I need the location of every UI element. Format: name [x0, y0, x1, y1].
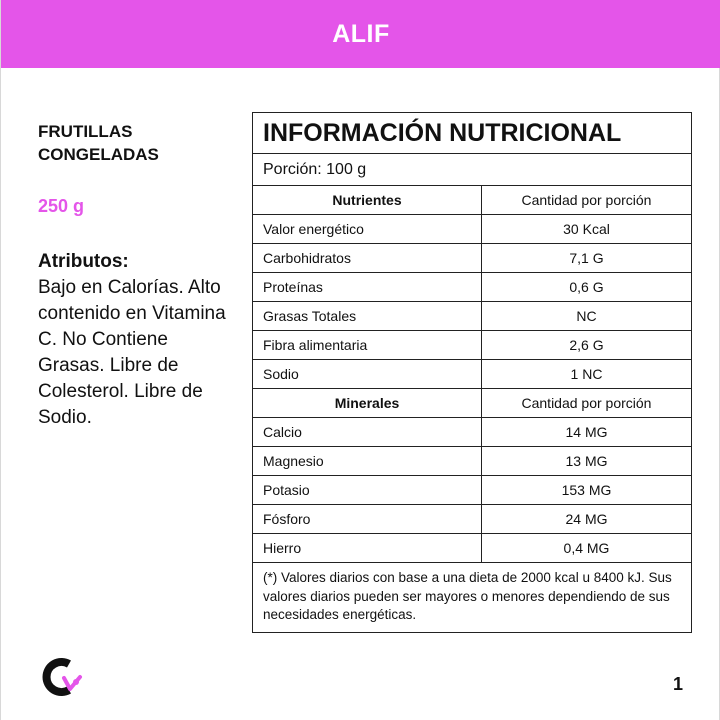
mineral-amount: 0,4 MG — [563, 540, 610, 556]
footnote: (*) Valores diarios con base a una dieta de 2000 kcal u 8400 kJ. Sus valores diarios pueden ser mayores o menores dependiendo de sus necesidades energéticas. — [263, 570, 672, 622]
nutrient-amount: 7,1 G — [569, 250, 604, 266]
nutrient-name: Proteínas — [253, 273, 482, 301]
minerals-header-row — [253, 389, 691, 418]
nutrition-table — [252, 112, 692, 633]
nutrient-amount: NC — [576, 308, 597, 324]
table-row — [253, 476, 691, 505]
nutrition-title: INFORMACIÓN NUTRICIONAL — [253, 113, 691, 154]
mineral-amount: 13 MG — [565, 453, 608, 469]
mineral-amount: 14 MG — [565, 424, 608, 440]
table-row — [253, 418, 691, 447]
page-number: 1 — [673, 674, 684, 694]
table-row — [253, 534, 691, 563]
column-header-name: Minerales — [253, 389, 482, 417]
product-weight: 250 g — [38, 196, 85, 216]
brand-title: ALIF — [332, 19, 390, 48]
table-row — [253, 447, 691, 476]
column-header-amount: Cantidad por porción — [521, 395, 652, 411]
column-header-amount: Cantidad por porción — [521, 192, 652, 208]
attributes-title: Atributos: — [38, 251, 129, 272]
product-name: FRUTILLAS CONGELADAS — [38, 122, 159, 164]
nutrient-name: Valor energético — [253, 215, 482, 243]
nutrient-name: Grasas Totales — [253, 302, 482, 330]
mineral-amount: 153 MG — [561, 482, 612, 498]
mineral-name: Potasio — [253, 476, 482, 504]
nutrient-name: Sodio — [253, 360, 482, 388]
column-header-name: Nutrientes — [253, 186, 482, 214]
mineral-name: Magnesio — [253, 447, 482, 475]
table-row — [253, 505, 691, 534]
header-bar — [1, 0, 720, 68]
nutrient-amount: 30 Kcal — [563, 221, 610, 237]
product-info — [38, 120, 238, 431]
nutrient-name: Fibra alimentaria — [253, 331, 482, 359]
table-row — [253, 273, 691, 302]
mineral-name: Fósforo — [253, 505, 482, 533]
table-row — [253, 244, 691, 273]
table-row — [253, 302, 691, 331]
nutrients-header-row — [253, 186, 691, 215]
attributes-text: Bajo en Calorías. Alto contenido en Vitamina C. No Contiene Grasas. Libre de Colesterol. Libre de Sodio. — [38, 277, 226, 428]
table-row — [253, 215, 691, 244]
table-row — [253, 331, 691, 360]
brand-logo-icon — [39, 656, 83, 698]
portion-size: Porción: 100 g — [253, 154, 691, 186]
nutrient-amount: 1 NC — [570, 366, 603, 382]
nutrient-name: Carbohidratos — [253, 244, 482, 272]
table-row — [253, 360, 691, 389]
mineral-name: Hierro — [253, 534, 482, 562]
mineral-name: Calcio — [253, 418, 482, 446]
nutrient-amount: 2,6 G — [569, 337, 604, 353]
mineral-amount: 24 MG — [565, 511, 608, 527]
nutrient-amount: 0,6 G — [569, 279, 604, 295]
